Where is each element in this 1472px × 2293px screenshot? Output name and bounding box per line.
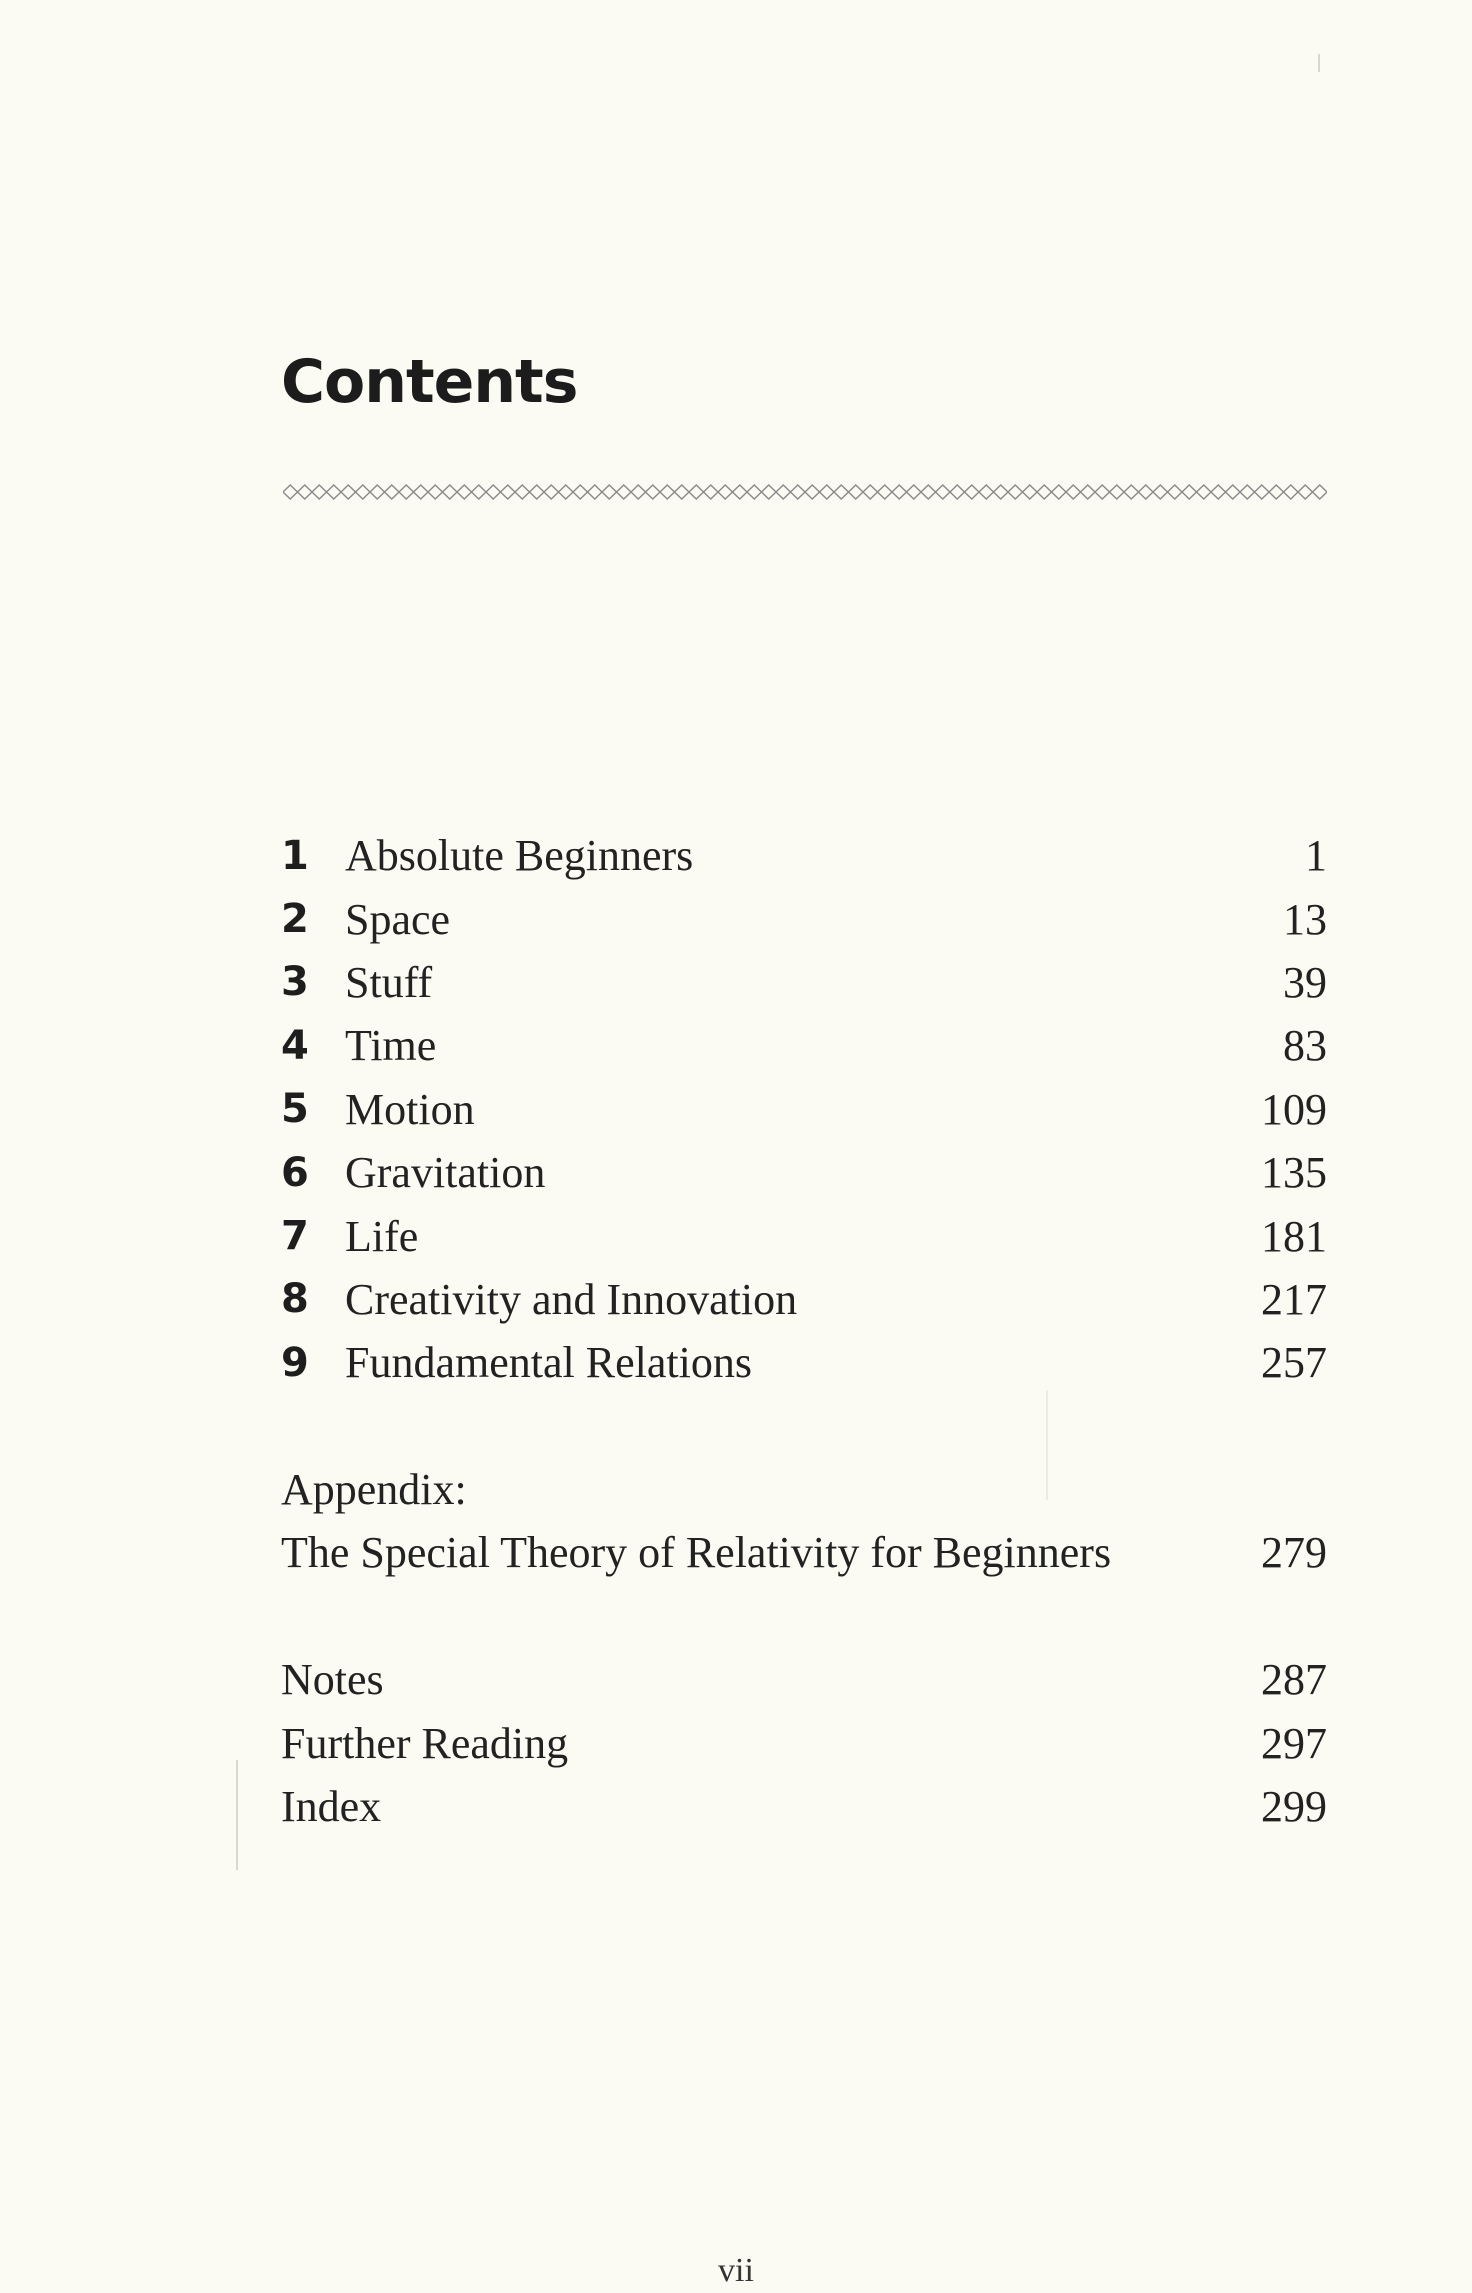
toc-entry-chapter-1[interactable]: [281, 824, 1327, 887]
appendix-label: Appendix:: [281, 1465, 467, 1514]
page-number: 279: [1261, 1528, 1327, 1577]
toc-entry-chapter-6[interactable]: [281, 1141, 1327, 1204]
entry-title: Index: [281, 1782, 382, 1832]
ornament-diamond: [370, 485, 385, 499]
ornament-diamond: [675, 485, 690, 499]
ornament-diamond: [588, 485, 603, 499]
ornament-diamond: [341, 485, 356, 499]
ornament-diamond: [428, 485, 443, 499]
ornament-diamond: [1095, 485, 1110, 499]
toc-entry-further-reading[interactable]: [281, 1712, 1327, 1776]
chapter-title: Absolute Beginners: [345, 831, 694, 881]
ornament-diamond: [443, 485, 458, 499]
page-number: 83: [1283, 1021, 1327, 1071]
chapter-number: 8: [281, 1276, 309, 1323]
scan-artifact: [236, 1760, 238, 1870]
ornament-diamond: [646, 485, 661, 499]
ornament-diamond: [704, 485, 719, 499]
ornament-diamond: [950, 485, 965, 499]
ornament-diamond: [1255, 485, 1270, 499]
toc-entry-notes[interactable]: [281, 1648, 1327, 1712]
entry-title: Further Reading: [281, 1718, 569, 1768]
page-number: 217: [1261, 1274, 1327, 1324]
ornament-diamond: [617, 485, 632, 499]
ornament-diamond: [1182, 485, 1197, 499]
ornament-diamond: [994, 485, 1009, 499]
ornament-diamond: [530, 485, 545, 499]
page-number: 257: [1261, 1338, 1327, 1388]
page-number: 1: [1305, 831, 1327, 881]
ornament-diamond: [486, 485, 501, 499]
page-number: 135: [1261, 1148, 1327, 1198]
ornament-diamond: [1124, 485, 1139, 499]
ornament-diamond: [689, 485, 704, 499]
ornament-diamond: [1081, 485, 1096, 499]
toc-entry-chapter-9[interactable]: [281, 1331, 1327, 1394]
ornament-diamond: [892, 485, 907, 499]
ornament-diamond: [573, 485, 588, 499]
toc-entry-chapter-4[interactable]: [281, 1014, 1327, 1077]
ornament-diamond: [1240, 485, 1255, 499]
chapter-title: Time: [345, 1021, 437, 1071]
back-matter-list: [281, 1648, 1327, 1839]
ornament-diamond: [1066, 485, 1081, 499]
ornament-diamond: [762, 485, 777, 499]
ornament-diamond: [385, 485, 400, 499]
ornament-diamond: [979, 485, 994, 499]
ornament-diamond: [472, 485, 487, 499]
chapter-number: 6: [281, 1149, 309, 1196]
ornament-diamond: [1298, 485, 1313, 499]
chapter-number: 7: [281, 1213, 309, 1260]
ornament-diamond: [356, 485, 371, 499]
page-number: 109: [1261, 1084, 1327, 1134]
ornament-diamond: [327, 485, 342, 499]
ornament-diamond: [1139, 485, 1154, 499]
toc-entry-chapter-7[interactable]: [281, 1204, 1327, 1267]
chapter-list: [281, 824, 1327, 1395]
toc-entry-chapter-5[interactable]: [281, 1078, 1327, 1141]
ornament-diamond: [965, 485, 980, 499]
chapter-title: Creativity and Innovation: [345, 1274, 798, 1324]
ornament-diamond: [312, 485, 327, 499]
toc-entry-appendix[interactable]: [281, 1521, 1327, 1584]
ornament-diamond: [559, 485, 574, 499]
page-number: 297: [1261, 1718, 1327, 1768]
page-number: 181: [1261, 1211, 1327, 1261]
page-number: 39: [1283, 957, 1327, 1007]
ornament-diamond: [936, 485, 951, 499]
ornament-diamond: [747, 485, 762, 499]
page-folio: vii: [718, 2252, 754, 2289]
toc-entry-index[interactable]: [281, 1775, 1327, 1839]
ornament-diamond: [1037, 485, 1052, 499]
page-number: 287: [1261, 1655, 1327, 1705]
ornament-diamond: [631, 485, 646, 499]
appendix-title: The Special Theory of Relativity for Beginners: [281, 1528, 1112, 1577]
chapter-number: 9: [281, 1339, 309, 1386]
ornament-diamond: [878, 485, 893, 499]
ornament-diamond: [660, 485, 675, 499]
chapter-title: Stuff: [345, 957, 433, 1007]
chapter-number: 2: [281, 896, 309, 943]
ornament-diamond: [863, 485, 878, 499]
ornament-diamond: [515, 485, 530, 499]
ornament-diamond: [414, 485, 429, 499]
ornament-diamond: [298, 485, 313, 499]
ornament-diamond: [1023, 485, 1038, 499]
chapter-title: Life: [345, 1211, 419, 1261]
toc-entry-chapter-3[interactable]: [281, 951, 1327, 1014]
ornament-diamond: [820, 485, 835, 499]
ornament-diamond: [457, 485, 472, 499]
ornament-diamond: [501, 485, 516, 499]
ornament-diamond: [1168, 485, 1183, 499]
ornament-diamond: [718, 485, 733, 499]
toc-entry-chapter-2[interactable]: [281, 887, 1327, 950]
page-number: 13: [1283, 894, 1327, 944]
ornament-diamond: [602, 485, 617, 499]
chapter-title: Gravitation: [345, 1148, 546, 1198]
ornament-diamond: [805, 485, 820, 499]
chapter-number: 5: [281, 1086, 309, 1133]
ornament-diamond: [791, 485, 806, 499]
ornament-diamond: [1153, 485, 1168, 499]
ornament-diamond: [834, 485, 849, 499]
ornament-diamond: [1211, 485, 1226, 499]
ornament-diamond: [1110, 485, 1125, 499]
chapter-title: Motion: [345, 1084, 475, 1134]
ornament-diamond: [1269, 485, 1284, 499]
ornament-diamond: [776, 485, 791, 499]
ornament-diamond: [1052, 485, 1067, 499]
entry-title: Notes: [281, 1655, 384, 1705]
page-title: Contents: [281, 347, 578, 417]
chapter-number: 4: [281, 1022, 309, 1069]
ornament-diamond: [1226, 485, 1241, 499]
scan-artifact: [1318, 54, 1320, 72]
ornament-diamond: [733, 485, 748, 499]
ornament-diamond: [1284, 485, 1299, 499]
ornament-diamond: [907, 485, 922, 499]
ornament-diamond: [544, 485, 559, 499]
page-number: 299: [1261, 1782, 1327, 1832]
ornament-diamond: [1313, 485, 1328, 499]
chapter-title: Fundamental Relations: [345, 1338, 752, 1388]
ornament-diamond: [921, 485, 936, 499]
appendix-section: [281, 1458, 1327, 1584]
ornament-divider: [283, 480, 1327, 504]
ornament-diamond: [1197, 485, 1212, 499]
toc-entry-chapter-8[interactable]: [281, 1268, 1327, 1331]
ornament-diamond: [283, 485, 298, 499]
chapter-number: 3: [281, 959, 309, 1006]
ornament-diamond: [1008, 485, 1023, 499]
chapter-title: Space: [345, 894, 451, 944]
chapter-number: 1: [281, 832, 309, 879]
ornament-diamond: [849, 485, 864, 499]
ornament-diamond: [399, 485, 414, 499]
